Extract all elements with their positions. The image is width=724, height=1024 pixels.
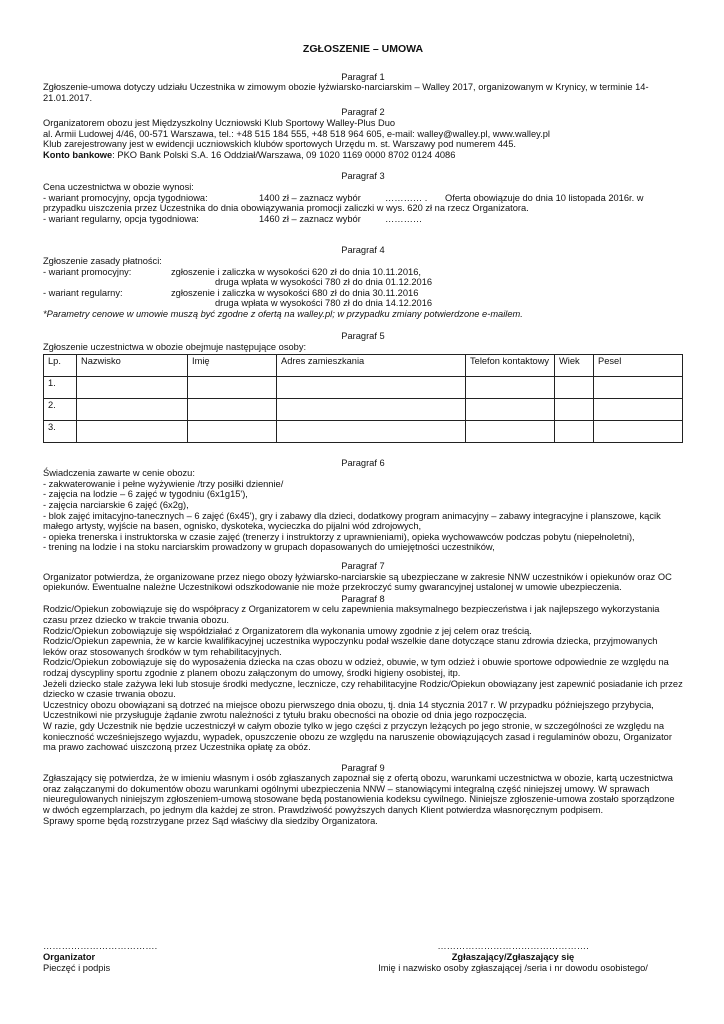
payment-regular-row2	[43, 298, 683, 309]
payment-intro: Zgłoszenie zasady płatności:	[43, 255, 162, 266]
applicant-signature	[343, 941, 683, 974]
col-telefon: Telefon kontaktowy	[466, 354, 555, 376]
organizer-signature-sub: Pieczęć i podpis	[43, 963, 111, 973]
paragraph-9-text: Zgłaszający się potwierdza, że w imieniu własnym i osób zgłaszanych zapoznał się z ofertą obozu, warunkami uczestnictwa w obozie, kartą uczestnictwa oraz załączanymi do dokumentów obozu warunkami ogólnymi ubezpieczenia NNW – stanowiącymi integralną część niniejszej umowy. W sprawach nieuregulowanych niniejszym zgłoszeniem-umową stosowane będą postanowienia kodeksu cywilnego. Niniejsze zgłoszenie-umowa zostało sporządzone w dwóch egzemplarzach, po jednym dla każdej ze stron. Prawdziwość powyższych danych Klient potwierdza własnoręcznym podpisem.	[43, 773, 675, 816]
club-registration: Klub zarejestrowany jest w ewidencji uczniowskich klubów sportowych Urzędu m. st. Warszawy pod numerem 445.	[43, 139, 516, 150]
payment-promo-row1	[43, 267, 683, 278]
participant-pesel-cell[interactable]	[594, 420, 683, 442]
payment-promo-row2	[43, 277, 683, 288]
bank-account	[43, 150, 683, 161]
col-imie: Imię	[188, 354, 277, 376]
service-item: - zajęcia narciarskie 6 zajęć (6x2g),	[43, 500, 189, 511]
participant-row	[44, 398, 683, 420]
price-promo-offer: Oferta obowiązuje do dnia 10 listopada 2016r. w	[445, 192, 644, 203]
participant-adres-cell[interactable]	[277, 420, 466, 442]
participant-lp: 2.	[44, 398, 77, 420]
payment-promo-label: - wariant promocyjny:	[43, 266, 132, 277]
col-lp: Lp.	[44, 354, 77, 376]
obligation-item: Rodzic/Opiekun zapewnia, że w karcie kwalifikacyjnej uczestnika wypoczynku podał wszelkie dane dotyczące stanu zdrowia dziecka, przyjmowanych leków oraz stosowanych środków w tym rehabilitacyjnych.	[43, 636, 658, 657]
applicant-signature-sub: Imię i nazwisko osoby zgłaszającej /seria i nr dowodu osobistego/	[378, 963, 648, 973]
participant-wiek-cell[interactable]	[555, 398, 594, 420]
paragraph-1-text: Zgłoszenie-umowa dotyczy udziału Uczestnika w zimowym obozie łyżwiarsko-narciarskim – Walley 2017, organizowanym w Krynicy, w terminie 14-21.01.2017.	[43, 82, 649, 103]
participant-telefon-cell[interactable]	[466, 376, 555, 398]
organizer-signature-title: Organizator	[43, 952, 96, 962]
obligation-item: Rodzic/Opiekun zobowiązuje się współdziałać z Organizatorem dla wykonania umowy zgodnie z jej celem oraz treścią.	[43, 625, 532, 636]
participant-wiek-cell[interactable]	[555, 420, 594, 442]
price-intro: Cena uczestnictwa w obozie wynosi:	[43, 181, 194, 192]
bank-account-value: : PKO Bank Polski S.A. 16 Oddział/Warszawa, 09 1020 1169 0000 8702 0124 4086	[112, 149, 456, 160]
paragraph-9-heading: Paragraf 9	[341, 762, 385, 773]
service-item: - trening na lodzie i na stoku narciarskim prowadzony w grupach dopasowanych do umiejętności uczestników,	[43, 542, 495, 553]
price-regular-choice[interactable]: …………	[385, 213, 423, 224]
payment-regular-first: zgłoszenie i zaliczka w wysokości 680 zł do dnia 30.11.2016	[171, 287, 419, 298]
organizer-signature	[43, 941, 243, 974]
participant-adres-cell[interactable]	[277, 398, 466, 420]
obligation-item: W razie, gdy Uczestnik nie będzie uczestniczył w całym obozie tylko w jego części z przyczyn leżących po jego stronie, w szczególności ze względu na konieczność wcześniejszego wyjazdu, wypadek, opuszczenie obozu ze względu na naruszenie obowiązujących zasad i regulaminów obozu, Organizator ma prawo zachować uiszczoną przez Uczestnika opłatę za obóz.	[43, 720, 672, 753]
obligation-item: Uczestnicy obozu obowiązani są dotrzeć na miejsce obozu pierwszego dnia obozu, tj. dnia 14 stycznia 2017 r. W przypadku późniejszego przybycia, Uczestnikowi nie przysługuje żądanie zwrotu należności z tytułu braku obecności na obozie od dnia jego rozpoczęcia.	[43, 699, 654, 721]
payment-promo-first: zgłoszenie i zaliczka w wysokości 620 zł do dnia 10.11.2016,	[171, 266, 421, 277]
price-promo-continuation: przypadku uiszczenia przez Uczestnika do dnia obowiązywania promocji zaliczki w wys. 620 zł na rzecz Organizatora.	[43, 203, 529, 214]
obligation-item: Jeżeli dziecko stale zażywa leki lub stosuje środki medyczne, lecznicze, czy rehabilitacyjne Rodzic/Opiekun obowiązany jest zapewnić posiadanie ich przez dziecko w czasie trwania obozu.	[43, 678, 683, 700]
payment-regular-label: - wariant regularny:	[43, 287, 123, 298]
participant-imie-cell[interactable]	[188, 398, 277, 420]
paragraph-7-heading: Paragraf 7	[341, 561, 385, 571]
participants-table	[43, 354, 683, 443]
price-regular-row	[43, 214, 683, 225]
obligation-item: Rodzic/Opiekun zobowiązuje się do wyposażenia dziecka na czas obozu w odzież, obuwie, w tym odzież i obuwie sportowe odpowiednie ze względu na rodzaj dyscypliny sportu zgodnie z planem obozu załączonym do umowy, środki higieny osobistej, itp.	[43, 657, 669, 678]
document-title: ZGŁOSZENIE – UMOWA	[302, 43, 424, 55]
payment-regular-row1	[43, 288, 683, 299]
participant-pesel-cell[interactable]	[594, 376, 683, 398]
participant-row	[44, 376, 683, 398]
participant-lp: 3.	[44, 420, 77, 442]
participants-header-row	[44, 354, 683, 376]
service-item: - opieka trenerska i instruktorska w czasie zajęć (trenerzy i instruktorzy z uprawnieniami), opieka wychowawców podczas pobytu (niepełnoletni),	[43, 531, 635, 542]
paragraph-7-text: Organizator potwierdza, że organizowane przez niego obozy łyżwiarsko-narciarskie są ubezpieczane w zakresie NNW uczestników i opiekunów oraz OC opiekunów. Ewentualne należne Uczestnikowi odszkodowanie nie może przekroczyć sumy gwarancyjnej ustalonej w umowie ubezpieczenia.	[43, 571, 672, 593]
pricing-note: *Parametry cenowe w umowie muszą być zgodne z ofertą na walley.pl; w przypadku zmiany potwierdzone e-mailem.	[43, 308, 523, 319]
bank-account-label: Konto bankowe	[43, 149, 113, 160]
price-regular-amount: 1460 zł – zaznacz wybór	[259, 213, 361, 224]
participant-imie-cell[interactable]	[188, 420, 277, 442]
participant-telefon-cell[interactable]	[466, 420, 555, 442]
paragraph-8-heading: Paragraf 8	[341, 593, 385, 604]
services-intro: Świadczenia zawarte w cenie obozu:	[43, 468, 195, 479]
paragraph-1-heading: Paragraf 1	[341, 71, 385, 82]
col-pesel: Pesel	[594, 354, 683, 376]
participant-lp: 1.	[44, 376, 77, 398]
col-wiek: Wiek	[555, 354, 594, 376]
participant-wiek-cell[interactable]	[555, 376, 594, 398]
obligation-item: Rodzic/Opiekun zobowiązuje się do współpracy z Organizatorem w celu zapewnienia maksymalnego bezpieczeństwa i jak najlepszego wykorzystania czasu przez dziecko w trakcie trwania obozu.	[43, 604, 660, 625]
paragraph-2-heading: Paragraf 2	[341, 107, 385, 118]
organizer-line: Organizatorem obozu jest Międzyszkolny Uczniowski Klub Sportowy Walley-Plus Duo	[43, 117, 396, 128]
contract-document	[43, 44, 683, 826]
participant-pesel-cell[interactable]	[594, 398, 683, 420]
price-promo-choice[interactable]: ………… .	[385, 192, 428, 203]
participant-row	[44, 420, 683, 442]
applicant-signature-line[interactable]: ………………………………………….	[437, 941, 589, 951]
organizer-signature-line[interactable]: ……………………………….	[43, 941, 158, 951]
disputes-clause: Sprawy sporne będą rozstrzygane przez Sąd właściwy dla siedziby Organizatora.	[43, 815, 378, 826]
price-promo-row	[43, 193, 683, 204]
participant-imie-cell[interactable]	[188, 376, 277, 398]
price-regular-label: - wariant regularny, opcja tygodniowa:	[43, 213, 199, 224]
service-item: - zakwaterowanie i pełne wyżywienie /trzy posiłki dziennie/	[43, 478, 284, 489]
col-nazwisko: Nazwisko	[77, 354, 188, 376]
price-promo-label: - wariant promocyjny, opcja tygodniowa:	[43, 192, 208, 203]
col-adres: Adres zamieszkania	[277, 354, 466, 376]
paragraph-5-heading: Paragraf 5	[341, 331, 385, 342]
applicant-signature-title: Zgłaszający/Zgłaszający się	[451, 952, 575, 962]
payment-regular-second: druga wpłata w wysokości 780 zł do dnia 14.12.2016	[215, 298, 433, 309]
paragraph-4-heading: Paragraf 4	[341, 245, 385, 256]
price-promo-amount: 1400 zł – zaznacz wybór	[259, 192, 361, 203]
paragraph-6-heading: Paragraf 6	[341, 457, 385, 468]
participant-nazwisko-cell[interactable]	[77, 376, 188, 398]
organizer-address: al. Armii Ludowej 4/46, 00-571 Warszawa, tel.: +48 515 184 555, +48 518 964 605, e-mail: walley@walley.pl, www.walley.pl	[43, 128, 550, 139]
service-item: - zajęcia na lodzie – 6 zajęć w tygodniu (6x1g15'),	[43, 489, 248, 500]
participant-adres-cell[interactable]	[277, 376, 466, 398]
participant-nazwisko-cell[interactable]	[77, 420, 188, 442]
service-item: - blok zajęć imitacyjno-tanecznych – 6 zajęć (6x45'), gry i zabawy dla dzieci, dodatkowy program animacyjny – zabawy integracyjne i planszowe, kącik małego artysty, wyjście na basen, ognisko, dyskoteka, wycieczka do pijalni wód zdrojowych,	[43, 510, 661, 532]
payment-promo-second: druga wpłata w wysokości 780 zł do dnia 01.12.2016	[215, 277, 433, 288]
participants-intro: Zgłoszenie uczestnictwa w obozie obejmuje następujące osoby:	[43, 342, 307, 353]
paragraph-3-heading: Paragraf 3	[341, 171, 385, 182]
participant-telefon-cell[interactable]	[466, 398, 555, 420]
participant-nazwisko-cell[interactable]	[77, 398, 188, 420]
